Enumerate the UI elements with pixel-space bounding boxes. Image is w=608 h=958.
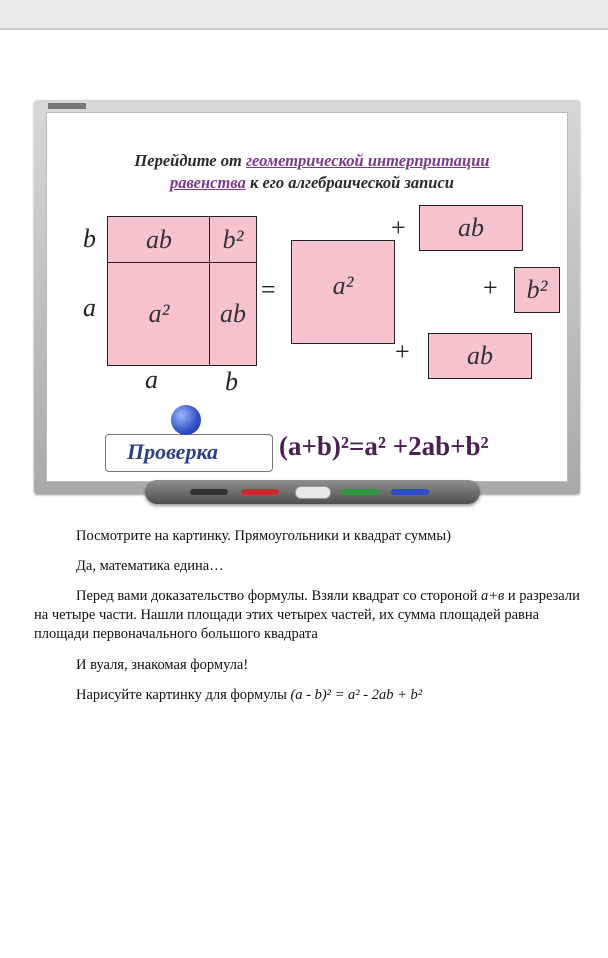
- red-marker-icon: [241, 489, 279, 495]
- plus-sign-3: +: [395, 337, 410, 366]
- heading-suffix: к его алгебраической записи: [245, 173, 454, 192]
- browser-top-bar: [0, 0, 608, 30]
- paragraph-2: [34, 557, 590, 576]
- cell-ab-right: ab: [209, 262, 257, 366]
- formula: (a+b)²=a² +2ab+b²: [279, 431, 489, 461]
- big-square-a2: a²: [291, 240, 395, 344]
- cell-ab-top: ab: [107, 216, 211, 264]
- cell-a-squared: a²: [107, 262, 211, 366]
- rhs-b-squared: b²: [514, 267, 560, 313]
- cell-b-squared: b²: [209, 216, 257, 264]
- paragraph-4: [34, 656, 590, 675]
- rhs-ab-bottom: ab: [428, 333, 532, 379]
- paragraph-3: [34, 587, 590, 644]
- green-marker-icon: [341, 489, 379, 495]
- brand-logo: [48, 103, 86, 109]
- equals-sign: =: [261, 275, 276, 304]
- black-marker-icon: [190, 489, 228, 495]
- paragraph-3-text-b: и разрезали на четыре части. Нашли площади этих четырех частей, их сумма площадей равна площади первоначального большого квадрата: [34, 588, 580, 642]
- pushpin-icon: [171, 405, 201, 435]
- rhs-ab-top: ab: [419, 205, 523, 251]
- paragraph-5: [34, 686, 590, 705]
- whiteboard-frame: [34, 100, 580, 494]
- side-label-a: a: [83, 293, 96, 322]
- marker-tray: [145, 480, 480, 504]
- paragraph-5-text: Нарисуйте картинку для формулы: [76, 687, 291, 703]
- side-label-b: b: [83, 224, 96, 253]
- paragraph-3-text-a: Перед вами доказательство формулы. Взяли квадрат со стороной: [76, 588, 481, 604]
- paragraph-5-math: (a - b)² = a² - 2ab + b²: [290, 687, 423, 703]
- paragraph-2-text: Да, математика едина…: [76, 558, 224, 574]
- plus-sign-2: +: [483, 273, 498, 302]
- bottom-label-b: b: [225, 367, 238, 396]
- heading-prefix: Перейдите от: [134, 151, 246, 170]
- paragraph-4-text: И вуаля, знакомая формула!: [76, 657, 249, 673]
- bottom-label-a: a: [145, 365, 158, 394]
- whiteboard-surface: [46, 112, 568, 482]
- paragraph-3-math: а+в: [480, 588, 505, 604]
- check-label: Проверка: [127, 439, 219, 464]
- board-heading: [87, 150, 537, 194]
- paragraph-1-text: Посмотрите на картинку. Прямоугольники и квадрат суммы): [76, 528, 451, 544]
- heading-highlight-1: геометрической интерпритации: [245, 151, 490, 170]
- plus-sign-1: +: [391, 213, 406, 242]
- blue-marker-icon: [391, 489, 429, 495]
- eraser-icon: [295, 486, 331, 499]
- paragraph-1: [34, 527, 590, 546]
- heading-highlight-2: равенства: [170, 173, 246, 192]
